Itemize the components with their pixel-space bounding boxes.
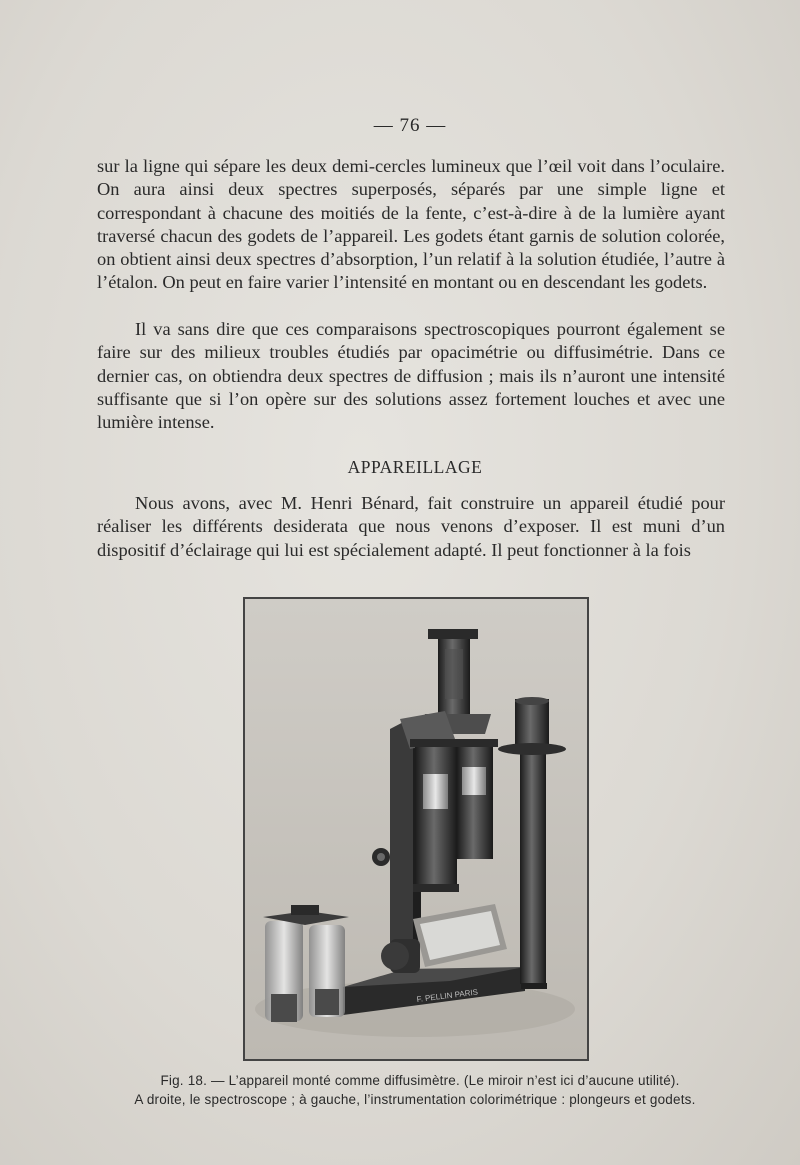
section-heading: APPAREILLAGE xyxy=(347,457,483,477)
maker-mark: F. PELLIN PARIS xyxy=(416,987,479,1004)
instrument-pillar xyxy=(390,717,413,959)
right-plunger-tube xyxy=(457,739,493,859)
page-number: — 76 — xyxy=(373,115,447,136)
spectroscope-tube xyxy=(520,749,546,984)
paragraph-2: Il va sans dire que ces comparaisons spectroscopiques pourront également se faire sur des milieux troubles étudiés par opacimétrie ou diffusimétrie. Dans ce dernier cas, on obtiendra deux spectres de diffusion ; mais ils n’auront une intensité suffisante que si l’on opère sur des solutions assez fortement louches et avec une lumière intense. xyxy=(97,319,725,433)
left-plunger-tube xyxy=(415,744,457,889)
figure-caption-line-2: A droite, le spectroscope ; à gauche, l’instrumentation colorimétrique : plongeurs et godets. xyxy=(134,1092,696,1107)
apparatus-illustration xyxy=(245,599,587,1059)
paragraph-1: sur la ligne qui sépare les deux demi-cercles lumineux que l’œil voit dans l’oculaire. On aura ainsi deux spectres superposés, séparés par une simple ligne et correspondant à chacune des moitiés de la fente, c’est-à-dire à de la lumière ayant traversé chacun des godets de l’appareil. Les godets étant garnis de solution colorée, on obtient ainsi deux spectres d’absorption, l’un relatif à la solution étudiée, l’autre à l’étalon. On peut en faire varier l’intensité en montant ou en descendant les godets. xyxy=(97,156,725,293)
figure-caption-line-1: Fig. 18. — L’appareil monté comme diffusimètre. (Le miroir n’est ici d’aucune utilité). xyxy=(160,1073,680,1088)
figure-photo-apparatus xyxy=(243,597,589,1061)
paragraph-3: Nous avons, avec M. Henri Bénard, fait construire un appareil étudié pour réaliser les différents desiderata que nous venons d’exposer. Il est muni d’un dispositif d’éclairage qui lui est spécialement adapté. Il peut fonctionner à la fois xyxy=(97,493,725,560)
